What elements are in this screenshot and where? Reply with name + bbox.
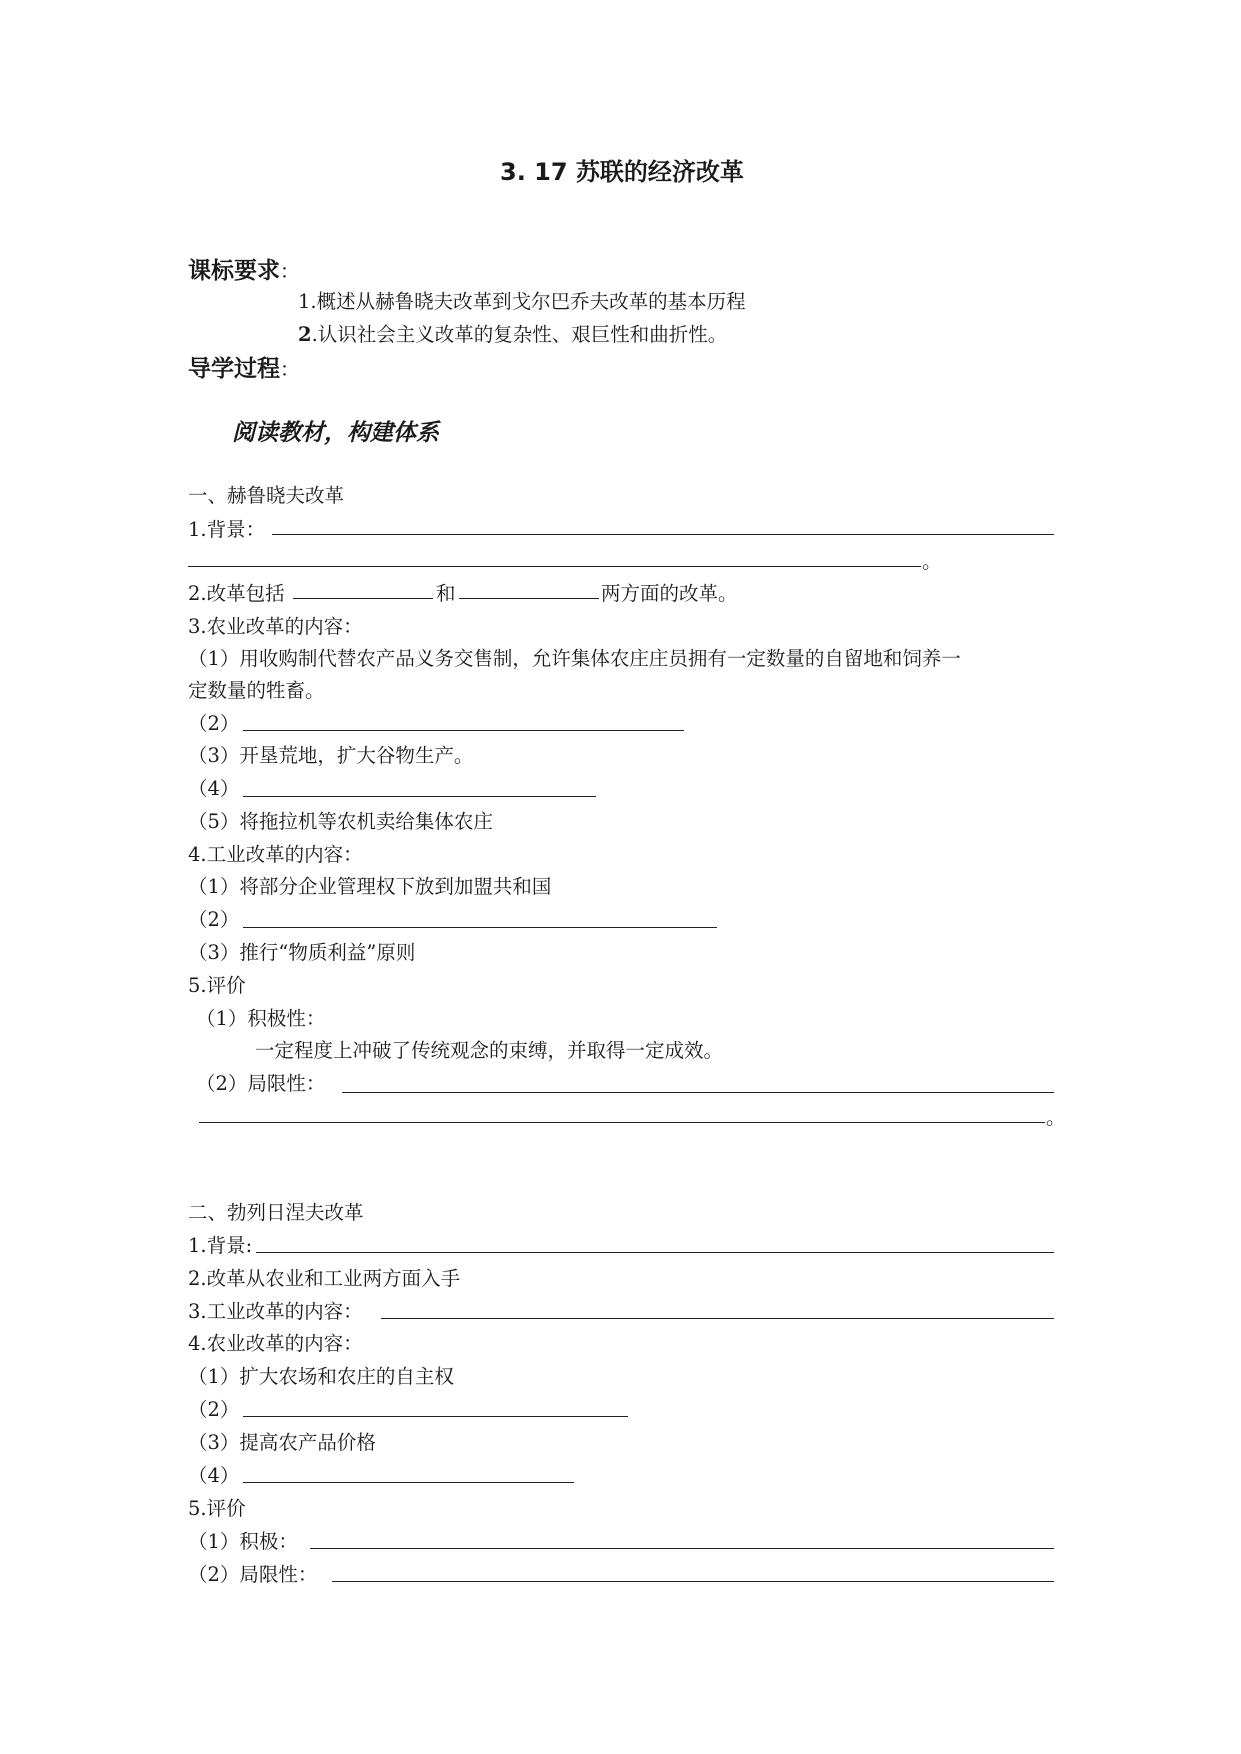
s1-ind-item-1: （1）将部分企业管理权下放到加盟共和国 bbox=[188, 875, 552, 898]
curriculum-heading: 课标要求： bbox=[188, 258, 300, 284]
s2-eval-negative-label: （2）局限性： bbox=[188, 1563, 318, 1586]
s1-reform-suffix: 两方面的改革。 bbox=[601, 582, 738, 605]
process-heading: 导学过程： bbox=[188, 356, 300, 382]
s1-eval-positive-label: （1）积极性： bbox=[196, 1007, 326, 1030]
curriculum-item-1: 1.概述从赫鲁晓夫改革到戈尔巴乔夫改革的基本历程 bbox=[298, 290, 746, 313]
s1-reform-prefix: 2.改革包括 bbox=[188, 582, 285, 605]
s1-eval-positive-text: 一定程度上冲破了传统观念的束缚，并取得一定成效。 bbox=[255, 1039, 724, 1062]
s2-eval-positive-blank[interactable] bbox=[310, 1548, 1054, 1549]
s2-ind-label: 3.工业改革的内容： bbox=[188, 1300, 363, 1323]
s2-agri-item-2: （2） bbox=[188, 1398, 240, 1421]
s1-agri-label: 3.农业改革的内容： bbox=[188, 615, 363, 638]
s1-background-label: 1.背景： bbox=[188, 518, 266, 541]
s1-agri-item-3: （3）开垦荒地，扩大谷物生产。 bbox=[188, 744, 474, 767]
s2-agri-label: 4.农业改革的内容： bbox=[188, 1332, 363, 1355]
s2-eval-positive-label: （1）积极： bbox=[188, 1530, 298, 1553]
s1-agri-item-5: （5）将拖拉机等农机卖给集体农庄 bbox=[188, 810, 493, 833]
s1-eval-label: 5.评价 bbox=[188, 974, 246, 997]
s2-reform-text: 2.改革从农业和工业两方面入手 bbox=[188, 1267, 461, 1290]
s2-agri-item-4: （4） bbox=[188, 1464, 240, 1487]
s1-eval-period: 。 bbox=[1046, 1106, 1066, 1129]
s2-background-blank[interactable] bbox=[256, 1252, 1054, 1253]
s2-agri-blank-2[interactable] bbox=[243, 1416, 628, 1417]
s1-agri-item-1-line2: 定数量的牲畜。 bbox=[188, 679, 325, 702]
s1-background-blank-1[interactable] bbox=[272, 534, 1054, 535]
s1-reform-and: 和 bbox=[436, 582, 456, 605]
s1-background-period: 。 bbox=[922, 550, 942, 573]
s1-background-blank-2[interactable] bbox=[188, 566, 921, 567]
curriculum-item-2: 2.认识社会主义改革的复杂性、艰巨性和曲折性。 bbox=[298, 323, 728, 346]
s1-agri-blank-2[interactable] bbox=[243, 730, 684, 731]
s2-agri-blank-4[interactable] bbox=[243, 1482, 574, 1483]
page-title: 3. 17 苏联的经济改革 bbox=[500, 158, 744, 186]
s2-eval-label: 5.评价 bbox=[188, 1497, 246, 1520]
s2-background-label: 1.背景: bbox=[188, 1234, 253, 1257]
s1-eval-negative-label: （2）局限性： bbox=[196, 1072, 326, 1095]
s2-agri-item-3: （3）提高农产品价格 bbox=[188, 1431, 376, 1454]
section1-title: 一、赫鲁晓夫改革 bbox=[188, 484, 345, 507]
s1-reform-blank-2[interactable] bbox=[459, 598, 599, 599]
s2-ind-blank[interactable] bbox=[381, 1318, 1054, 1319]
s1-ind-item-3: （3）推行“物质利益”原则 bbox=[188, 941, 416, 964]
reading-subheading: 阅读教材，构建体系 bbox=[232, 419, 439, 446]
s1-eval-negative-blank-2[interactable] bbox=[199, 1122, 1045, 1123]
s1-agri-blank-4[interactable] bbox=[243, 796, 596, 797]
s2-agri-item-1: （1）扩大农场和农庄的自主权 bbox=[188, 1365, 454, 1388]
section2-title: 二、勃列日涅夫改革 bbox=[188, 1201, 364, 1224]
s1-eval-negative-blank-1[interactable] bbox=[342, 1092, 1054, 1093]
s1-agri-item-2: （2） bbox=[188, 712, 240, 735]
s1-agri-item-1-line1: （1）用收购制代替农产品义务交售制，允许集体农庄庄员拥有一定数量的自留地和饲养一 bbox=[188, 647, 961, 670]
s1-reform-blank-1[interactable] bbox=[293, 598, 433, 599]
s1-agri-item-4: （4） bbox=[188, 777, 240, 800]
s2-eval-negative-blank[interactable] bbox=[332, 1581, 1054, 1582]
s1-ind-item-2: （2） bbox=[188, 908, 240, 931]
s1-ind-blank-2[interactable] bbox=[243, 927, 717, 928]
s1-ind-label: 4.工业改革的内容： bbox=[188, 843, 363, 866]
